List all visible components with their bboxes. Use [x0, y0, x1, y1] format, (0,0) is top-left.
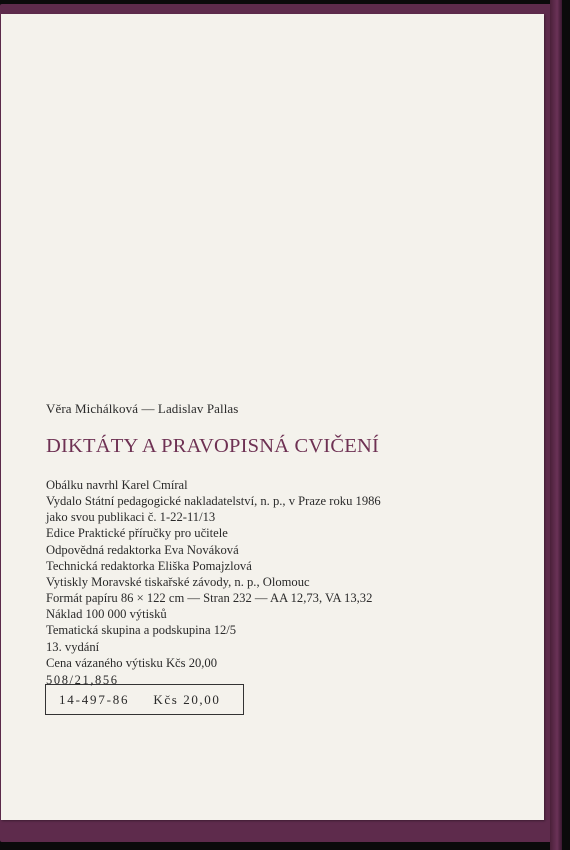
imprint-line-editor: Odpovědná redaktorka Eva Nováková — [46, 542, 239, 557]
imprint-line-technical-editor: Technická redaktorka Eliška Pomajzlová — [46, 558, 252, 573]
authors-line: Věra Michálková — Ladislav Pallas — [46, 401, 239, 416]
price-box — [45, 684, 244, 715]
catalog-code: 508/21,856 — [46, 672, 119, 687]
book-cover-edge — [550, 0, 562, 850]
imprint-line-publisher: Vydalo Státní pedagogické nakladatelství, n. p., v Praze roku 1986 — [46, 494, 381, 509]
imprint-line-format: Formát papíru 86 × 122 cm — Stran 232 — AA 12,73, VA 13,32 — [46, 591, 373, 606]
price-box-price: Kčs 20,00 — [153, 691, 221, 707]
imprint-line-print-run: Náklad 100 000 výtisků — [46, 607, 167, 622]
imprint-lines — [46, 477, 526, 671]
book-title: DIKTÁTY A PRAVOPISNÁ CVIČENÍ — [46, 435, 380, 457]
book-page — [1, 14, 544, 820]
imprint-text-block — [46, 401, 526, 688]
price-box-number: 14-497-86 — [59, 691, 130, 707]
imprint-line-price: Cena vázaného výtisku Kčs 20,00 — [46, 655, 218, 670]
imprint-line-series: Edice Praktické příručky pro učitele — [46, 526, 228, 541]
imprint-line-edition: 13. vydání — [46, 639, 100, 654]
imprint-line-publication-number: jako svou publikaci č. 1-22-11/13 — [46, 510, 216, 525]
imprint-line-printer: Vytiskly Moravské tiskařské závody, n. p., Olomouc — [46, 574, 310, 589]
imprint-line-cover-designer: Obálku navrhl Karel Cmíral — [46, 478, 188, 492]
imprint-line-subject-group: Tematická skupina a podskupina 12/5 — [46, 623, 237, 638]
